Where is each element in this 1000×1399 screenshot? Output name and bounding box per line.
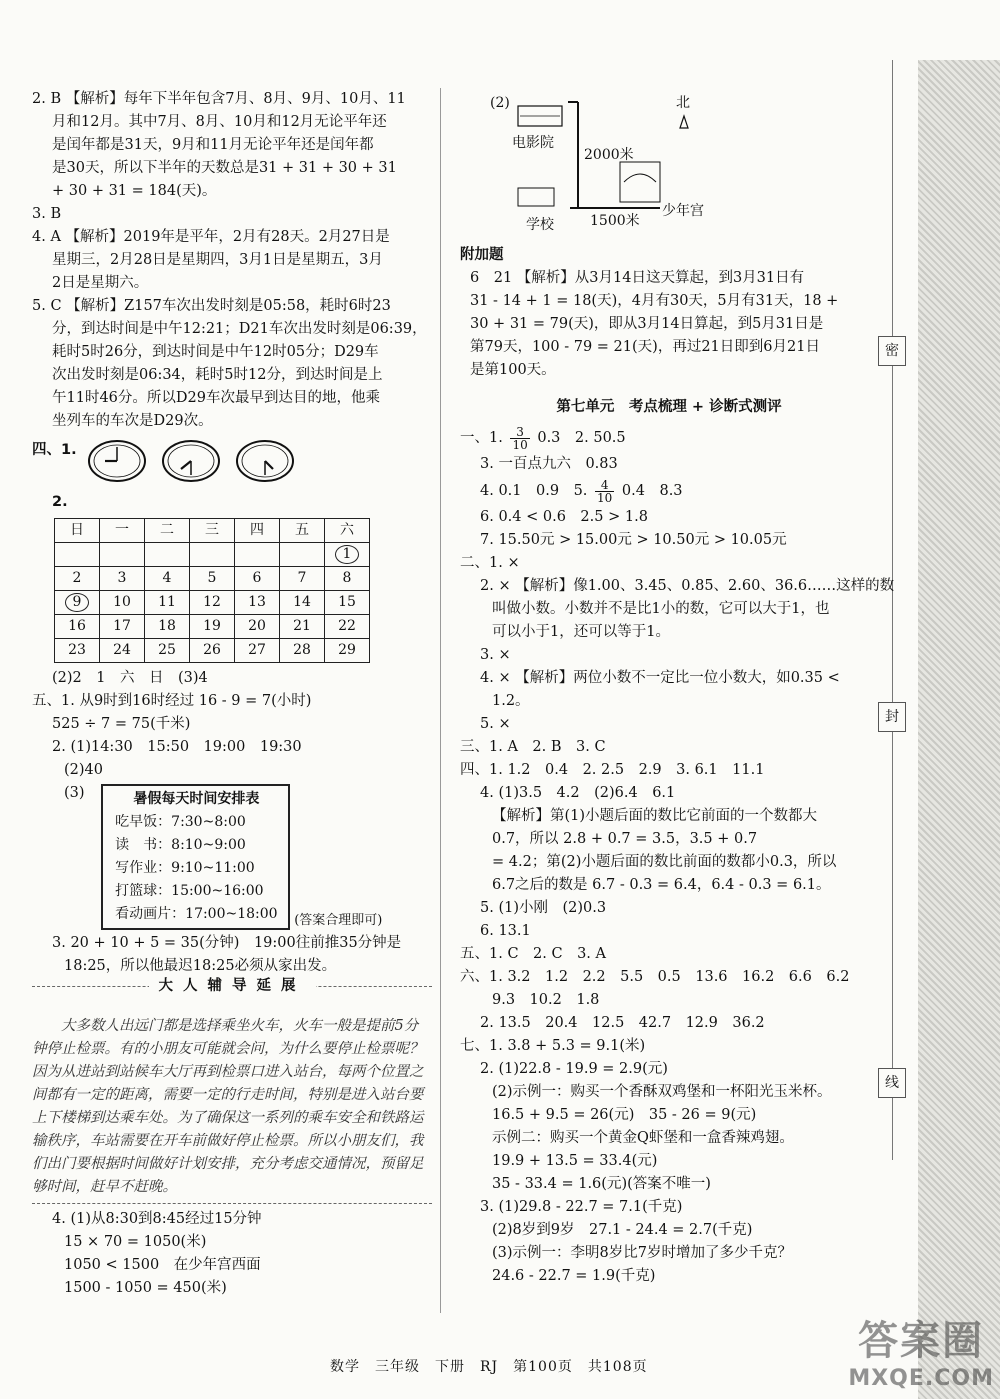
fraction-numerator: 4: [595, 479, 614, 492]
calendar-cell: [55, 591, 100, 615]
palace-label: 少年宫: [662, 203, 704, 219]
answer-line: (2)40: [64, 762, 103, 778]
answer-line: 七、1. 3.8 + 5.3 = 9.1(米): [460, 1038, 646, 1054]
answer-line: 5. ×: [480, 716, 511, 732]
column-divider: [440, 88, 441, 1313]
calendar-cell: 25: [145, 639, 190, 663]
watermark-text: 答案圈: [858, 1318, 985, 1364]
answer-line: 四、1. 1.2 0.4 2. 2.5 2.9 3. 6.1 11.1: [460, 762, 765, 778]
answer-line: 18:25，所以他最迟18:25必须从家出发。: [64, 958, 337, 974]
answer-text: 0.3 2. 50.5: [537, 430, 626, 446]
clocks-answer: [32, 439, 432, 491]
calendar-table: [54, 518, 370, 663]
section-4: [460, 759, 878, 943]
answer-line: 二、1. ×: [460, 555, 520, 571]
binding-mark-3: 线: [878, 1068, 906, 1098]
schedule-item: 写作业：9:10~11:00: [115, 860, 255, 876]
schedule-item: 打篮球：15:00~16:00: [115, 883, 264, 899]
binding-mark-1: 密: [878, 336, 906, 366]
extra-title: 附加题: [460, 247, 504, 263]
answer-line: 6.7之后的数是 6.7 - 0.3 = 6.4，6.4 - 0.3 = 6.1。: [492, 877, 831, 893]
left-column: [32, 88, 432, 1300]
answer-line: 是30天，所以下半年的天数总是31 + 31 + 30 + 31: [52, 160, 397, 176]
watermark-url: MXQE.COM: [848, 1366, 994, 1391]
calendar-answer: [32, 491, 432, 690]
calendar-cell: 16: [55, 615, 100, 639]
calendar-cell: 20: [235, 615, 280, 639]
weekday-header: 三: [190, 519, 235, 543]
answer-line: 2. 13.5 20.4 12.5 42.7 12.9 36.2: [480, 1015, 765, 1031]
distance-label-north: 2000米: [584, 147, 634, 163]
circled-date: 9: [65, 593, 89, 612]
answer-line: 是第100天。: [470, 362, 556, 378]
answer-text: 4. 0.1 0.9 5.: [480, 483, 588, 499]
answer-line: = 4.2；第(2)小题后面的数比前面的数都小0.3，所以: [492, 854, 837, 870]
calendar-cell: 26: [190, 639, 235, 663]
calendar-cell: 27: [235, 639, 280, 663]
answer-line: 2. × 【解析】像1.00、3.45、0.85、2.60、36.6……这样的数: [480, 578, 895, 594]
schedule-table: [101, 784, 289, 930]
answer-4: [32, 226, 432, 295]
school-label: 学校: [526, 217, 554, 233]
calendar-row: [55, 615, 370, 639]
binding-line: [892, 60, 893, 1160]
calendar-cell: 23: [55, 639, 100, 663]
calendar-cell: 14: [280, 591, 325, 615]
schedule-note: (答案合理即可): [294, 913, 383, 928]
north-label: 北: [676, 95, 690, 111]
answer-line: 4. A 【解析】2019年是平年，2月有28天。2月27日是: [32, 229, 390, 245]
question-label: 2.: [52, 494, 68, 510]
fraction-numerator: 3: [510, 426, 529, 439]
weekday-header: 六: [325, 519, 370, 543]
answer-line: [460, 423, 878, 453]
answer-line: 35 - 33.4 = 1.6(元)(答案不唯一): [492, 1176, 711, 1192]
calendar-cell: [55, 543, 100, 567]
calendar-cell: 18: [145, 615, 190, 639]
extra-answer: [460, 267, 878, 382]
answer-line: 3. 20 + 10 + 5 = 35(分钟) 19:00往前推35分钟是: [52, 935, 402, 951]
answer-line: 0.7，所以 2.8 + 0.7 = 3.5，3.5 + 0.7: [492, 831, 758, 847]
fraction-denominator: 10: [597, 490, 613, 505]
answer-line: 午11时46分。所以D29车次最早到达目的地，他乘: [52, 390, 380, 406]
calendar-cell: 21: [280, 615, 325, 639]
map-label: (2): [490, 95, 510, 111]
answer-line: 9.3 10.2 1.8: [492, 992, 600, 1008]
calendar-cell: 11: [145, 591, 190, 615]
answer-line: 示例二：购买一个黄金Q虾堡和一盒香辣鸡翅。: [492, 1130, 794, 1146]
north-arrow-icon: [680, 116, 688, 128]
answer-line: 4. (1)从8:30到8:45经过15分钟: [52, 1211, 262, 1227]
answer-line: + 30 + 31 = 184(天)。: [52, 183, 217, 199]
calendar-cell: 15: [325, 591, 370, 615]
schedule-item: 读 书：8:10~9:00: [115, 837, 246, 853]
answer-line: [460, 476, 878, 506]
answer-line: 2. (1)22.8 - 19.9 = 2.9(元): [480, 1061, 668, 1077]
answer-5: [32, 295, 432, 433]
answer-line: 3. 一百点九六 0.83: [480, 456, 618, 472]
answer-line: (2)2 1 六 日 (3)4: [52, 670, 208, 686]
calendar-cell: 3: [100, 567, 145, 591]
clock-group: [87, 439, 295, 483]
section-2: [460, 552, 895, 736]
watermark-logo: [848, 1309, 994, 1391]
distance-label-east: 1500米: [590, 213, 640, 229]
unit-title: 第七单元 考点梳理 + 诊断式测评: [556, 399, 782, 415]
calendar-cell: 22: [325, 615, 370, 639]
answer-line: 16.5 + 9.5 = 26(元) 35 - 26 = 9(元): [492, 1107, 757, 1123]
calendar-cell: [145, 543, 190, 567]
answer-line: 是闰年都是31天，9月和11月无论平年还是闰年都: [52, 137, 374, 153]
school-icon: [518, 188, 554, 206]
section-3: 三、1. A 2. B 3. C: [460, 739, 606, 755]
answer-line: 1500 - 1050 = 450(米): [64, 1280, 227, 1296]
answer-2: [32, 88, 432, 203]
calendar-row: [55, 567, 370, 591]
answer-line: (3)示例一：李明8岁比7岁时增加了多少千克？: [492, 1245, 792, 1261]
answer-line: 525 ÷ 7 = 75(千米): [52, 716, 191, 732]
page-edge-band: [918, 60, 1000, 1399]
calendar-cell: 4: [145, 567, 190, 591]
calendar-cell: [325, 543, 370, 567]
answer-line: 5. C 【解析】Z157车次出发时刻是05:58，耗时6时23: [32, 298, 391, 314]
answer-line: 24.6 - 22.7 = 1.9(千克): [492, 1268, 656, 1284]
answer-line: 3. (1)29.8 - 22.7 = 7.1(千克): [480, 1199, 683, 1215]
answer-line: 6. 0.4 < 0.6 2.5 > 1.8: [480, 509, 648, 525]
calendar-cell: 5: [190, 567, 235, 591]
clock-icon-2: [161, 439, 221, 483]
weekday-header: 日: [55, 519, 100, 543]
calendar-cell: [190, 543, 235, 567]
answer-line: 2日是星期六。: [52, 275, 149, 291]
calendar-cell: 13: [235, 591, 280, 615]
answer-line: 第79天，100 - 79 = 21(天)，再过21日即到6月21日: [470, 339, 820, 355]
schedule-title: 暑假每天时间安排表: [133, 791, 260, 807]
weekday-header: 五: [280, 519, 325, 543]
clock-icon-1: [87, 439, 147, 483]
answer-line: 5. (1)小刚 (2)0.3: [480, 900, 607, 916]
answer-line: 15 × 70 = 1050(米): [64, 1234, 207, 1250]
youth-palace-icon: [620, 162, 660, 202]
answer-text: 0.4 8.3: [621, 483, 683, 499]
answer-line: 次出发时刻是06:34，耗时5时12分，到达时间是上: [52, 367, 383, 383]
weekday-header: 四: [235, 519, 280, 543]
calendar-cell: 24: [100, 639, 145, 663]
fraction: [510, 426, 529, 451]
answer-line: 19.9 + 13.5 = 33.4(元): [492, 1153, 658, 1169]
extension-title: [32, 978, 432, 1011]
section-1: [460, 423, 878, 552]
section-label: 四、1.: [32, 442, 77, 458]
answer-line: 31 - 14 + 1 = 18(天)，4月有30天，5月有31天，18 +: [470, 293, 839, 309]
answer-line: 六、1. 3.2 1.2 2.2 5.5 0.5 13.6 16.2 6.6 6.2: [460, 969, 850, 985]
calendar-cell: 19: [190, 615, 235, 639]
section-7: [460, 1035, 878, 1288]
answer-line: 1.2。: [492, 693, 530, 709]
answer-line: 4. (1)3.5 4.2 (2)6.4 6.1: [480, 785, 676, 801]
circled-date: 1: [335, 545, 359, 564]
calendar-cell: 6: [235, 567, 280, 591]
calendar-cell: [235, 543, 280, 567]
answer-line: (3): [64, 785, 85, 801]
section-5: 五、1. C 2. C 3. A: [460, 946, 606, 962]
answer-line: 坐列车的车次是D29次。: [52, 413, 213, 429]
calendar-cell: 12: [190, 591, 235, 615]
schedule-answer: [32, 782, 432, 932]
clock-icon-3: [235, 439, 295, 483]
answer-line: 五、1. 从9时到16时经过 16 - 9 = 7(小时): [32, 693, 312, 709]
answer-line: 6 21 【解析】从3月14日这天算起，到3月31日有: [470, 270, 805, 286]
calendar-cell: 8: [325, 567, 370, 591]
answer-line: 月和12月。其中7月、8月、10月和12月无论平年还: [52, 114, 387, 130]
calendar-row: [55, 639, 370, 663]
calendar-cell: 17: [100, 615, 145, 639]
right-column: [460, 92, 895, 1288]
answer-line: 7. 15.50元 > 15.00元 > 10.50元 > 10.05元: [480, 532, 787, 548]
route-map: [490, 92, 730, 242]
answer-line: 分，到达时间是中午12:21；D21车次出发时刻是06:39，: [52, 321, 427, 337]
page-footer: 数学 三年级 下册 RJ 第100页 共108页: [330, 1359, 648, 1375]
answer-line: 1050 < 1500 在少年宫西面: [64, 1257, 261, 1273]
calendar-cell: 2: [55, 567, 100, 591]
answer-text: 一、1.: [460, 430, 503, 446]
weekday-header: 一: [100, 519, 145, 543]
extension-text: 大多数人出远门都是选择乘坐火车，火车一般是提前5分钟停止检票。有的小朋友可能就会问，为什么要停止检票呢？因为从进站到站候车大厅再到检票口进入站台，每两个位置之间都有一定的距离，需要一定的行走时间，特别是进入站台要上下楼梯到达乘车处。为了确保这一系列的乘车安全和铁路运输秩序，车站需要在开车前做好停止检票。所以小朋友们，我们出门要根据时间做好计划安排，充分考虑交通情况，预留足够时间，赶早不赶晚。: [32, 1015, 432, 1204]
answer-line: (2)8岁到9岁 27.1 - 24.4 = 2.7(千克): [492, 1222, 753, 1238]
calendar-cell: 28: [280, 639, 325, 663]
answer-4-final: [32, 1208, 432, 1300]
answer-line: 3. ×: [480, 647, 511, 663]
calendar-row: [55, 543, 370, 567]
cinema-label: 电影院: [512, 135, 554, 151]
weekday-header: 二: [145, 519, 190, 543]
calendar-cell: [100, 543, 145, 567]
answer-line: (2)示例一：购买一个香酥双鸡堡和一杯阳光玉米杯。: [492, 1084, 832, 1100]
schedule-item: 看动画片：17:00~18:00: [115, 906, 278, 922]
section-6: [460, 966, 878, 1035]
binding-mark-2: 封: [878, 702, 906, 732]
answer-line: 2. B 【解析】每年下半年包含7月、8月、9月、10月、11: [32, 91, 406, 107]
calendar-cell: 7: [280, 567, 325, 591]
answer-line: 30 + 31 = 79(天)，即从3月14日算起，到5月31日是: [470, 316, 824, 332]
section-5: [32, 690, 432, 978]
answer-line: 2. (1)14:30 15:50 19:00 19:30: [52, 739, 302, 755]
calendar-row: [55, 591, 370, 615]
answer-line: 【解析】第(1)小题后面的数比它前面的一个数都大: [492, 808, 818, 824]
extension-title-text: 大人辅导延展: [149, 978, 316, 994]
answer-line: 6. 13.1: [480, 923, 531, 939]
calendar-header-row: [55, 519, 370, 543]
schedule-item: 吃早饭：7:30~8:00: [115, 814, 246, 830]
calendar-cell: [280, 543, 325, 567]
answer-line: 叫做小数。小数并不是比1小的数，它可以大于1，也: [492, 601, 830, 617]
answer-line: 4. × 【解析】两位小数不一定比一位小数大，如0.35 <: [480, 670, 840, 686]
answer-line: 星期三，2月28日是星期四，3月1日是星期五，3月: [52, 252, 383, 268]
calendar-cell: 10: [100, 591, 145, 615]
calendar-cell: 29: [325, 639, 370, 663]
fraction: [595, 479, 614, 504]
answer-line: 可以小于1，还可以等于1。: [492, 624, 670, 640]
answer-line: 耗时5时26分，到达时间是中午12时05分；D29车: [52, 344, 379, 360]
fraction-denominator: 10: [512, 437, 528, 452]
answer-3: 3. B: [32, 206, 62, 222]
